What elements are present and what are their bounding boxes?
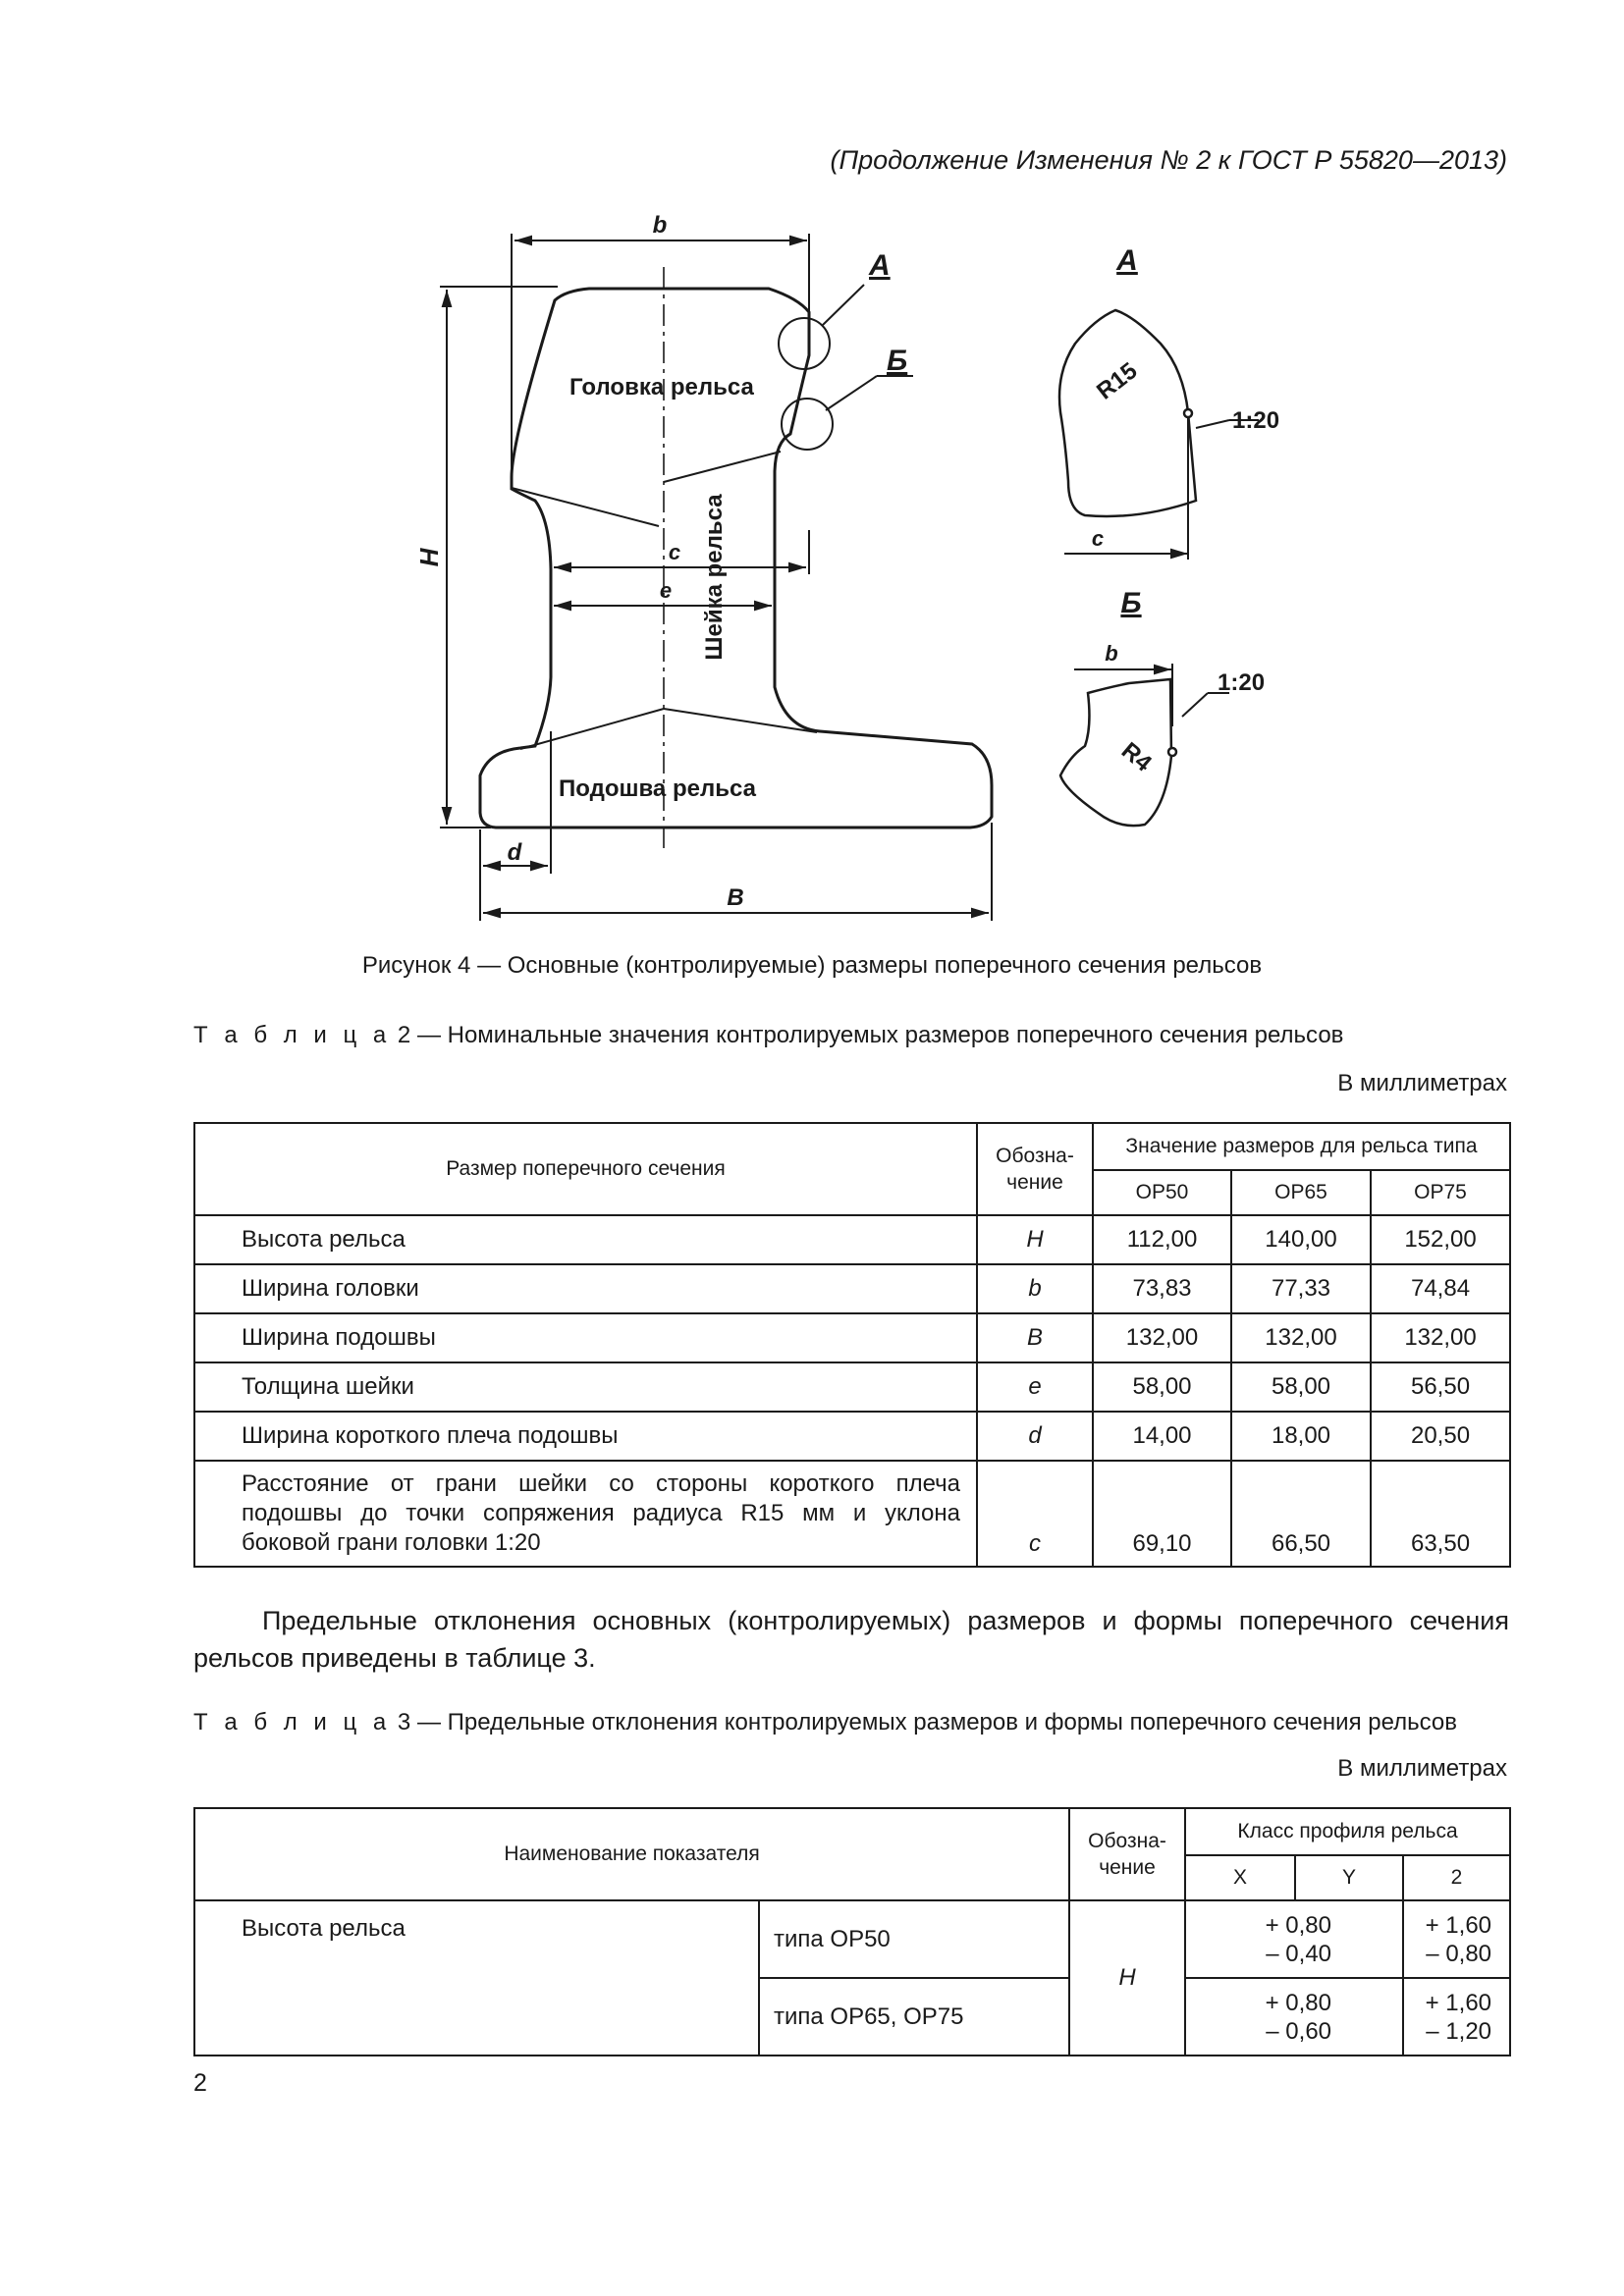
label-neck: Шейка рельса (701, 494, 728, 661)
table-row: Высота рельса H 112,00 140,00 152,00 (194, 1215, 1510, 1264)
table2-head-group: Значение размеров для рельса типа (1093, 1123, 1510, 1170)
label-detail-a: А (869, 249, 891, 282)
label-e: e (659, 578, 673, 603)
table3-class-2: 2 (1403, 1855, 1510, 1900)
table-row: Ширина короткого плеча подошвы d 14,00 18,00 20,50 (194, 1412, 1510, 1461)
title-detail-a: А (1116, 244, 1138, 277)
table2-type-op75: ОР75 (1371, 1170, 1510, 1215)
title-detail-b: Б (1120, 587, 1142, 619)
detail-a-outline (1059, 310, 1196, 516)
label-foot: Подошва рельса (559, 775, 756, 802)
table3-head-name: Наименование показателя (194, 1808, 1069, 1900)
table2-units: В миллиметрах (1337, 1070, 1507, 1096)
table3-head-sym: Обозна- чение (1069, 1808, 1185, 1900)
table2-head-name: Размер поперечного сечения (194, 1123, 977, 1215)
body-paragraph: Предельные отклонения основных (контролируемых) размеров и формы поперечного сечения рельсов приведены в таблице 3. (193, 1606, 1509, 1673)
label-d: d (507, 839, 522, 866)
table-row: Ширина подошвы B 132,00 132,00 132,00 (194, 1313, 1510, 1362)
table3-head-group: Класс профиля рельса (1185, 1808, 1510, 1855)
label-detail-b: Б (887, 345, 908, 377)
figure-caption: Рисунок 4 — Основные (контролируемые) размеры поперечного сечения рельсов (361, 952, 1263, 979)
table3-caption: Т а б л и ц а 3 — Предельные отклонения контролируемых размеров и формы поперечного сечения рельсов (193, 1709, 1458, 1735)
label-slope-a: 1:20 (1232, 407, 1280, 434)
table2-head-sym: Обозна- чение (977, 1123, 1093, 1215)
page-number: 2 (193, 2069, 207, 2097)
table3-class-x: X (1185, 1855, 1295, 1900)
label-B: B (727, 884, 744, 911)
label-detail-a-c: c (1091, 526, 1105, 551)
table3 (193, 1807, 1511, 2056)
table2 (193, 1122, 1511, 1568)
table2-type-op50: ОР50 (1093, 1170, 1231, 1215)
table2-type-op65: ОР65 (1231, 1170, 1371, 1215)
label-c: c (668, 540, 681, 564)
label-R4: R4 (1115, 737, 1157, 777)
table3-class-y: Y (1295, 1855, 1403, 1900)
table2-caption: Т а б л и ц а 2 — Номинальные значения контролируемых размеров поперечного сечения рельсов (193, 1022, 1344, 1048)
label-slope-b: 1:20 (1218, 669, 1266, 696)
table-row: типа ОР65, ОР75 + 0,80 – 0,60 + 1,60 – 1,20 (194, 1978, 1510, 2056)
table-row: Высота рельса типа ОР50 H + 0,80 – 0,40 + 1,60 – 0,80 (194, 1900, 1510, 1978)
table3-units: В миллиметрах (1337, 1755, 1507, 1782)
label-detail-b-b: b (1105, 641, 1118, 666)
table-row: Ширина головки b 73,83 77,33 74,84 (194, 1264, 1510, 1313)
table-row: Расстояние от грани шейки со стороны короткого плеча подошвы до точки сопряжения радиуса R15 мм и уклона боковой грани головки 1:20 c 69,10 66,50 63,50 (194, 1461, 1510, 1567)
table-row: Толщина шейки e 58,00 58,00 56,50 (194, 1362, 1510, 1412)
label-H: H (414, 548, 444, 567)
label-R15: R15 (1092, 357, 1143, 405)
rail-profile-outline (480, 289, 992, 828)
detail-b-outline (1060, 679, 1171, 826)
running-header: (Продолжение Изменения № 2 к ГОСТ Р 55820—2013) (830, 145, 1507, 175)
label-b: b (652, 212, 668, 239)
rail-cross-section-figure (0, 0, 1624, 942)
label-head: Головка рельса (569, 374, 754, 400)
